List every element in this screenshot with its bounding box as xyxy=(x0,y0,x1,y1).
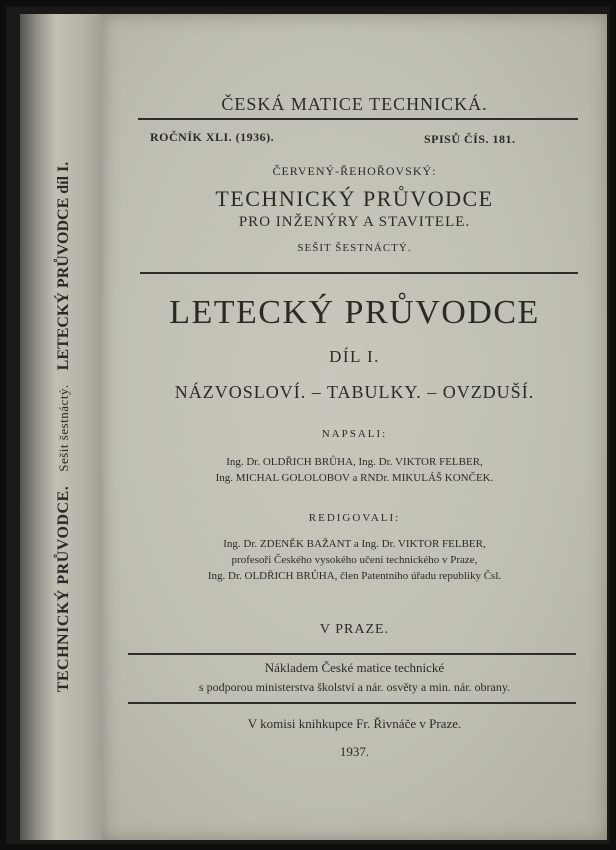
publisher-name: ČESKÁ MATICE TECHNICKÁ. xyxy=(221,94,488,114)
editors-line-3: Ing. Dr. OLDŘICH BRŮHA, člen Patentního úřadu republiky Čsl. xyxy=(207,570,502,582)
editors-line-2: profesoři Českého vysokého učení technického v Praze, xyxy=(231,554,478,566)
book-title: LETECKÝ PRŮVODCE xyxy=(169,294,540,331)
volume-label: ROČNÍK XLI. (1936). xyxy=(150,130,275,144)
distributor-line: V komisi knihkupce Fr. Řivnáče v Praze. xyxy=(247,716,462,731)
book-spine xyxy=(20,14,108,840)
funding-rule-bottom xyxy=(128,702,576,704)
written-by-label: NAPSALI: xyxy=(321,428,388,440)
series-title: TECHNICKÝ PRŮVODCE xyxy=(215,186,494,211)
series-number: SPISŮ ČÍS. 181. xyxy=(424,132,516,146)
book xyxy=(6,6,610,844)
top-rule xyxy=(138,118,578,120)
spine-text xyxy=(55,162,73,693)
spine-part: LETECKÝ PRŮVODCE díl I. xyxy=(55,161,72,371)
series-authors: ČERVENÝ-ŘEHOŘOVSKÝ: xyxy=(272,164,437,178)
spine-title: TECHNICKÝ PRŮVODCE. xyxy=(55,485,72,693)
funding-rule-top xyxy=(128,653,576,655)
authors-line-2: Ing. MICHAL GOLOLOBOV a RNDr. MIKULÁŠ KONČEK. xyxy=(215,472,494,484)
authors-line-1: Ing. Dr. OLDŘICH BRŮHA, Ing. Dr. VIKTOR FELBER, xyxy=(226,456,483,468)
contents-line: NÁZVOSLOVÍ. – TABULKY. – OVZDUŠÍ. xyxy=(174,382,535,402)
funding-line-1: Nákladem České matice technické xyxy=(264,660,445,675)
edited-by-label: REDIGOVALI: xyxy=(308,512,401,524)
publication-year: 1937. xyxy=(339,744,370,759)
editors-line-1: Ing. Dr. ZDENĚK BAŽANT a Ing. Dr. VIKTOR FELBER, xyxy=(223,538,486,550)
book-cover xyxy=(102,14,607,840)
issue-label: SEŠIT ŠESTNÁCTÝ. xyxy=(297,242,412,254)
part-label: DÍL I. xyxy=(329,347,380,366)
spine-subtitle: Sešit šestnáctý. xyxy=(56,384,71,472)
middle-rule xyxy=(140,272,578,274)
series-subtitle: PRO INŽENÝRY A STAVITELE. xyxy=(238,214,471,230)
place-label: V PRAZE. xyxy=(319,622,390,637)
funding-line-2: s podporou ministerstva školství a nár. osvěty a min. nár. obrany. xyxy=(198,680,511,694)
